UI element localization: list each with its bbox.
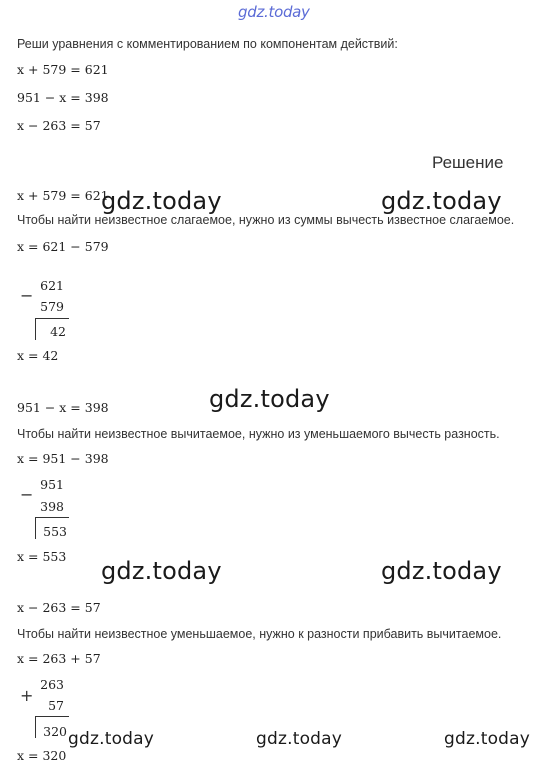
watermark: gdz.today xyxy=(68,729,155,749)
task-equation-1: x + 579 = 621 xyxy=(17,62,109,77)
block2-column-bottom: 398 xyxy=(40,499,64,514)
block2-answer: x = 553 xyxy=(17,549,67,564)
watermark: gdz.today xyxy=(256,729,343,749)
block2-column-top: 951 xyxy=(40,477,64,492)
block2-expression: x = 951 − 398 xyxy=(17,451,109,466)
block1-column-sign: − xyxy=(20,286,34,305)
block2-column-rule xyxy=(35,517,69,518)
site-logo: gdz.today xyxy=(238,3,310,21)
block3-column-sign: + xyxy=(20,686,34,705)
block2-column-sign: − xyxy=(20,485,34,504)
block2-column-result: 553 xyxy=(43,524,67,539)
block1-column-top: 621 xyxy=(40,278,64,293)
block3-column-top: 263 xyxy=(40,677,64,692)
watermark: gdz.today xyxy=(101,557,222,585)
block3-column-rule xyxy=(35,716,69,717)
block3-equation: x − 263 = 57 xyxy=(17,600,101,615)
block1-column-result: 42 xyxy=(50,324,66,339)
block3-rule: Чтобы найти неизвестное уменьшаемое, нужно к разности прибавить вычитаемое. xyxy=(17,627,502,641)
watermark: gdz.today xyxy=(101,187,222,215)
task-instruction: Реши уравнения с комментированием по компонентам действий: xyxy=(17,37,398,51)
block3-column-result: 320 xyxy=(43,724,67,739)
watermark: gdz.today xyxy=(209,385,330,413)
watermark: gdz.today xyxy=(381,557,502,585)
block1-equation: x + 579 = 621 xyxy=(17,188,109,203)
task-equation-3: x − 263 = 57 xyxy=(17,118,101,133)
block2-equation: 951 − x = 398 xyxy=(17,400,109,415)
block1-column-rule xyxy=(35,318,69,319)
block3-answer: x = 320 xyxy=(17,748,67,763)
task-equation-2: 951 − x = 398 xyxy=(17,90,109,105)
block1-answer: x = 42 xyxy=(17,348,59,363)
watermark: gdz.today xyxy=(381,187,502,215)
solution-heading: Решение xyxy=(432,153,504,172)
block1-rule: Чтобы найти неизвестное слагаемое, нужно из суммы вычесть известное слагаемое. xyxy=(17,213,515,227)
block3-column-bottom: 57 xyxy=(48,698,64,713)
block1-column-bottom: 579 xyxy=(40,299,64,314)
block3-expression: x = 263 + 57 xyxy=(17,651,101,666)
block2-rule: Чтобы найти неизвестное вычитаемое, нужно из уменьшаемого вычесть разность. xyxy=(17,427,500,441)
watermark: gdz.today xyxy=(444,729,531,749)
block1-expression: x = 621 − 579 xyxy=(17,239,109,254)
